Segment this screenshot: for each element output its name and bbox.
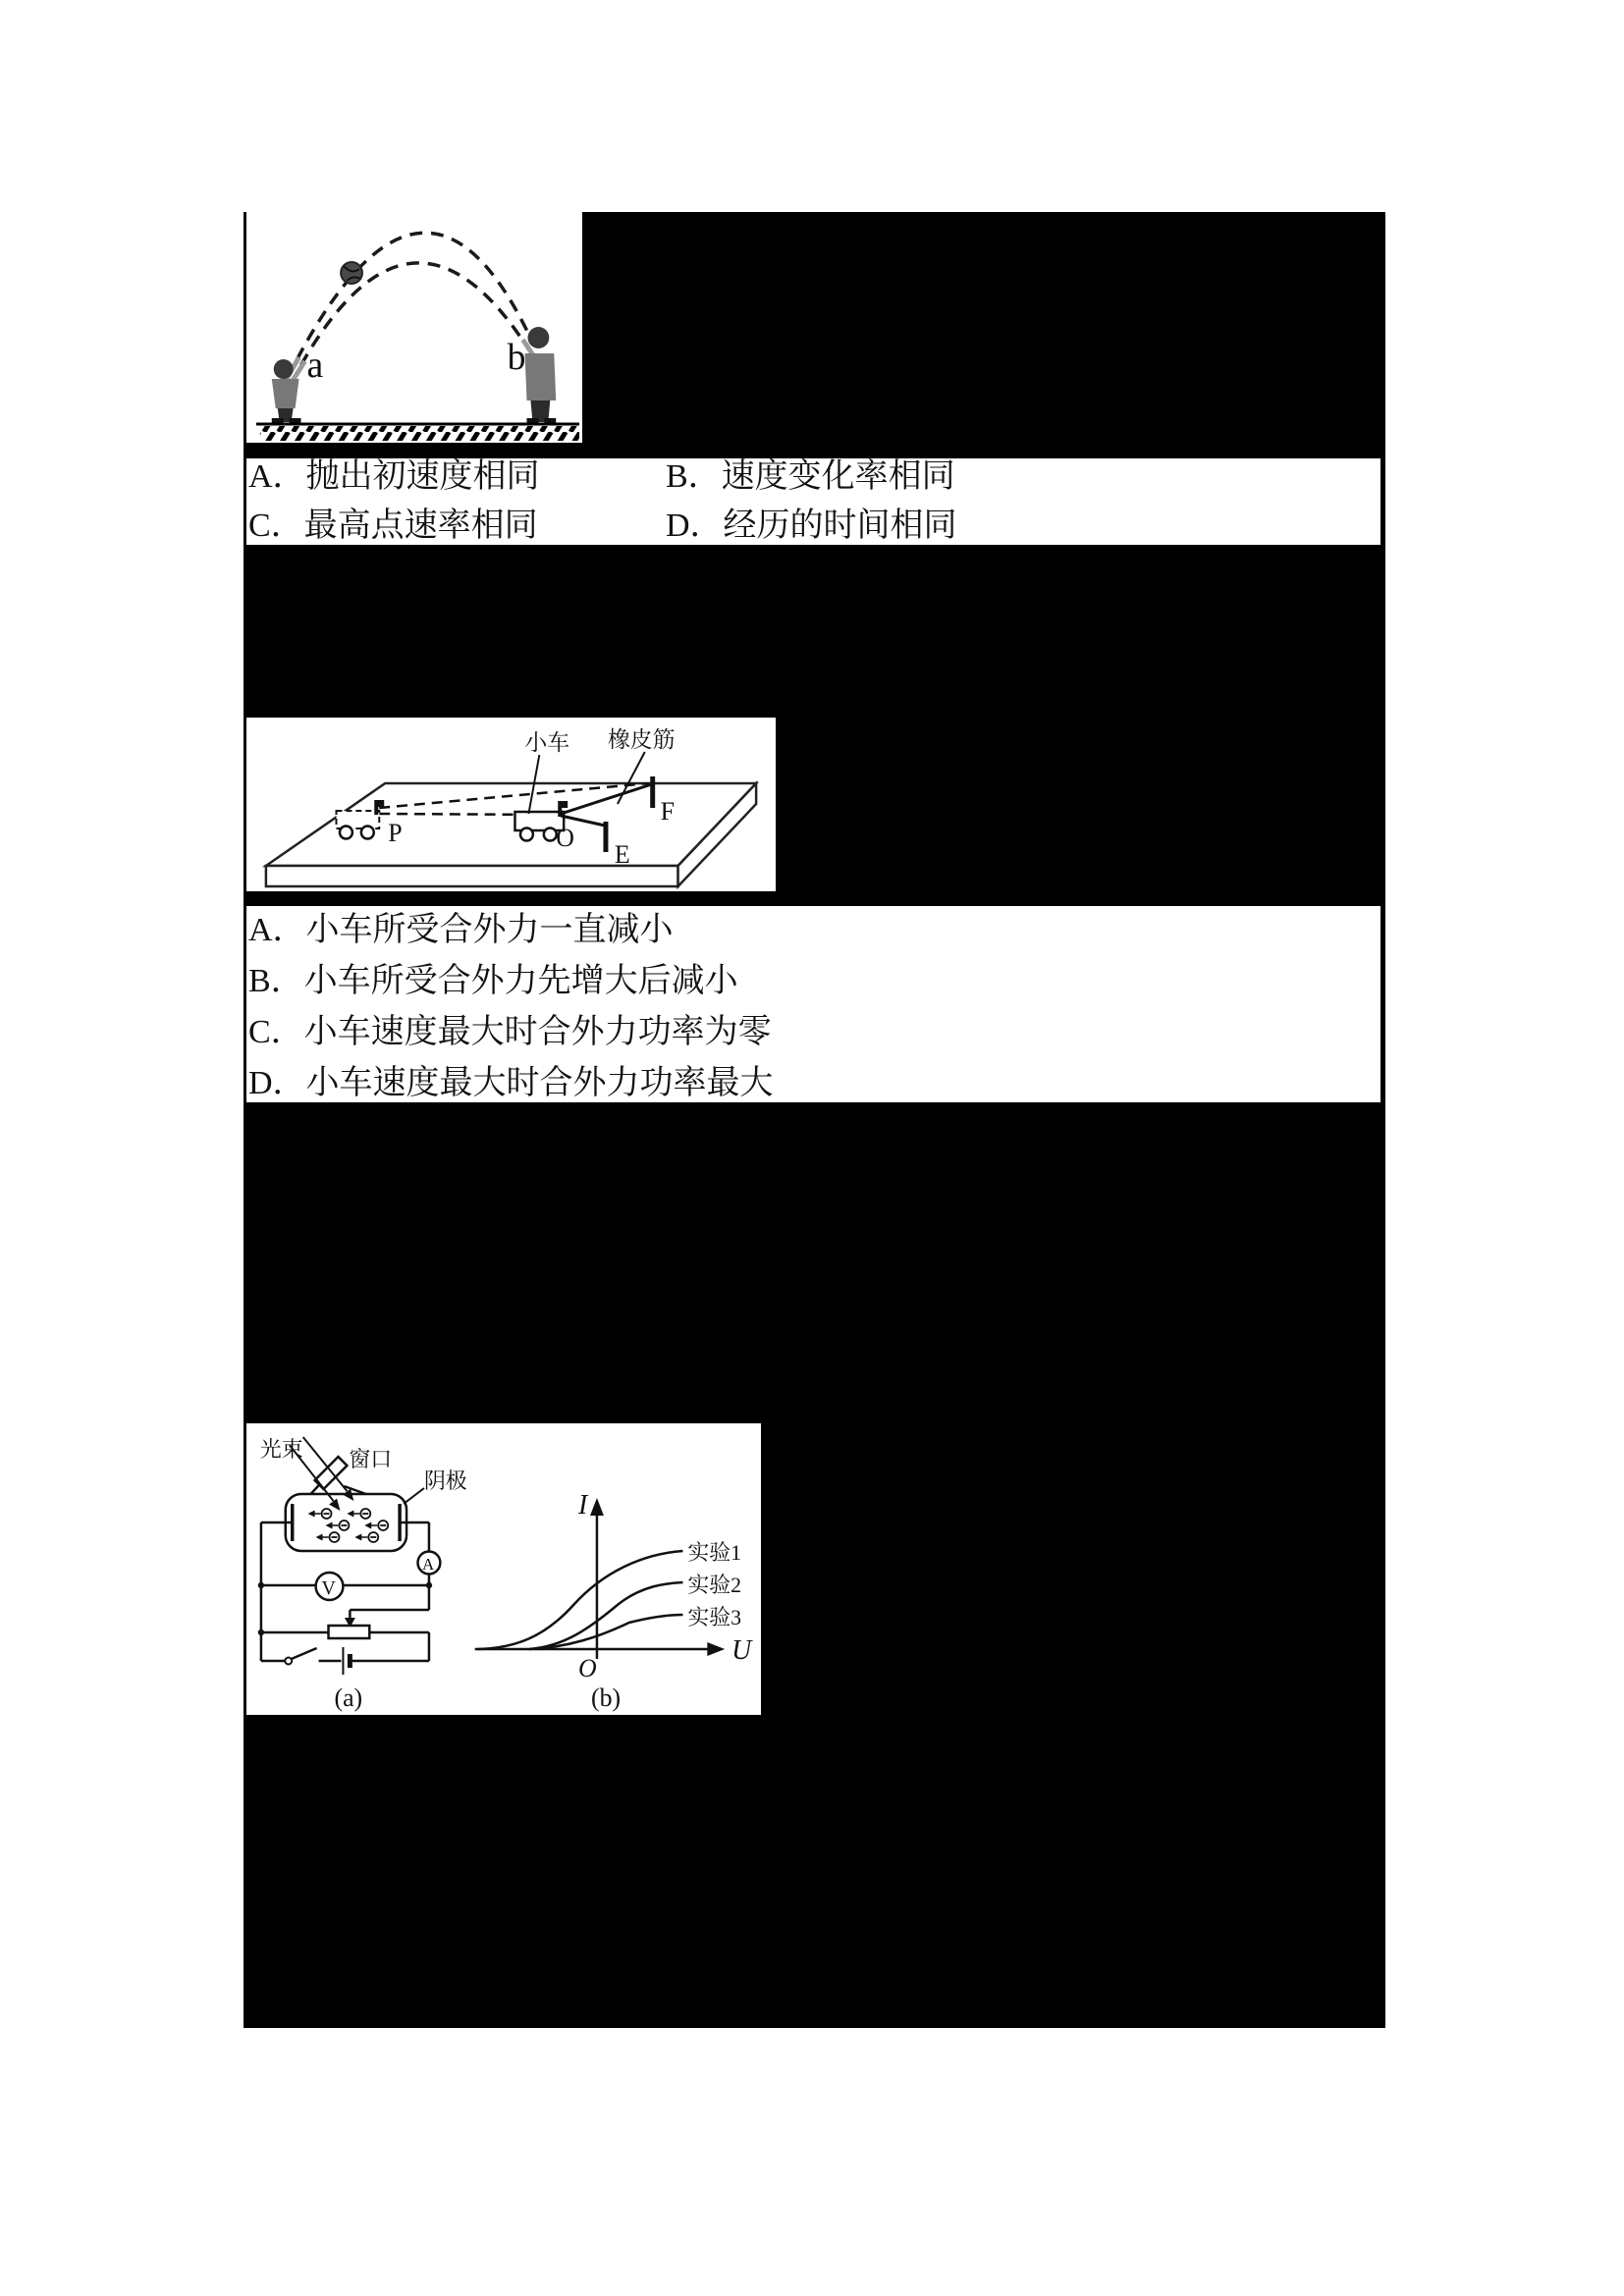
curve-exp1 [478,1551,683,1649]
redaction-bottom [244,1715,1385,2028]
origin-label: O [578,1653,597,1683]
trajectory-inner [301,263,529,365]
option-q1-b: B．速度变化率相同 [666,458,955,495]
voltmeter-letter: V [321,1576,336,1600]
option-q2-a: A．小车所受合外力一直减小 [248,912,674,948]
photoelectric-figure [246,1423,761,1715]
kids-ball-figure [246,212,582,443]
iu-graph [475,1490,753,1712]
redaction-q3-stem [244,1102,1385,1423]
option-q1-d: D．经历的时间相同 [666,507,957,544]
option-q1-a: A．抛出初速度相同 [248,458,540,495]
ammeter-letter: A [421,1554,435,1575]
boy-a-figure [272,357,305,424]
q1-options-box [244,458,1385,545]
point-e-label: E [614,839,630,870]
point-f-label: F [660,796,676,827]
junction-dot-right [426,1582,432,1588]
table-front-face [266,866,678,886]
redaction-q1-stem [582,212,1385,443]
option-q2-c: C．小车速度最大时合外力功率为零 [248,1014,772,1050]
curve-label-2: 实验2 [687,1572,742,1598]
point-p-label: P [388,818,403,848]
sub-label-a: (a) [334,1682,363,1713]
option-q2-b: B．小车所受合外力先增大后减小 [248,963,738,999]
cathode-label: 阴极 [423,1468,467,1494]
redaction-strip-2 [244,891,1385,906]
u-axis-arrowhead [707,1642,725,1656]
band-label: 橡皮筋 [607,726,676,753]
label-a: a [306,344,324,387]
q3-figure-box [244,1423,761,1715]
trajectory-outer [298,233,534,359]
cart-rubberband-figure [246,718,776,891]
point-o-label: O [556,823,574,853]
switch-pivot [285,1658,292,1665]
redaction-q2-stem [244,545,1385,718]
i-axis-label: I [578,1489,588,1522]
sub-label-b: (b) [590,1682,622,1713]
i-axis-arrowhead [590,1498,604,1516]
cart-label: 小车 [524,729,570,756]
redaction-q2-right [776,718,1385,891]
beam-label: 光束 [259,1436,303,1463]
boy-b-figure [523,327,557,424]
junction-dot-lower [258,1629,264,1635]
switch-lever [292,1648,317,1659]
window-label: 窗口 [349,1446,393,1472]
label-b: b [507,336,526,379]
q2-figure-box [244,718,776,891]
rheostat [329,1626,370,1638]
ball-icon [341,262,362,284]
cathode-label-leader [404,1488,424,1504]
ground-hatch [260,426,579,441]
q2-options-box [244,906,1385,1102]
redaction-q3-right [761,1423,1385,1715]
junction-dot-left [258,1582,264,1588]
option-q1-c: C．最高点速率相同 [248,507,538,544]
curve-label-3: 实验3 [687,1604,742,1630]
curve-label-1: 实验1 [687,1539,742,1566]
u-axis-label: U [731,1634,752,1667]
option-q2-d: D．小车速度最大时合外力功率最大 [248,1065,774,1101]
q1-figure-box [244,212,582,443]
